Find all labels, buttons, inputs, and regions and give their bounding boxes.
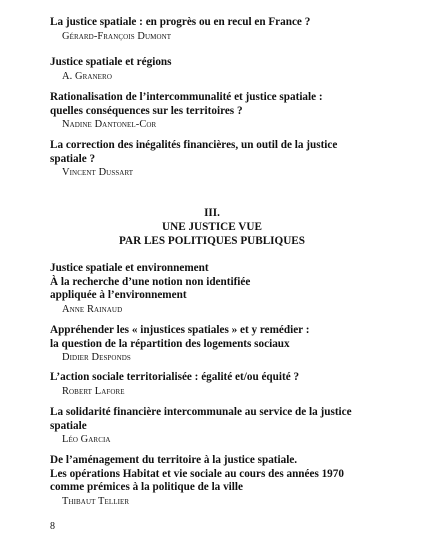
entry-title: Justice spatiale et régions — [50, 56, 172, 68]
entry-title: La justice spatiale : en progrès ou en recul en France ? — [50, 16, 311, 28]
entry-author: Léo Garcia — [62, 434, 111, 446]
entry-title: De l’aménagement du territoire à la justice spatiale. Les opérations Habitat et vie sociale au cours des années 1970 comme prémices à la politique de la ville — [50, 454, 344, 494]
entry-author: A. Granero — [62, 70, 112, 82]
section-title-line-1: UNE JUSTICE VUE — [162, 220, 262, 233]
entry-title: L’action sociale territorialisée : égalité et/ou équité ? — [50, 371, 300, 383]
page-number: 8 — [50, 521, 55, 532]
section-heading — [0, 207, 424, 248]
toc-entry — [50, 324, 380, 364]
entry-title: Rationalisation de l’intercommunalité et justice spatiale : quelles conséquences sur les territoires ? — [50, 91, 323, 117]
entry-author: Didier Desponds — [62, 352, 131, 364]
section-number: III. — [204, 207, 220, 219]
toc-entry — [50, 371, 380, 398]
entry-title: La solidarité financière intercommunale au service de la justice spatiale — [50, 406, 352, 432]
entry-author: Gérard-François Dumont — [62, 30, 172, 42]
toc-entry — [50, 262, 380, 316]
entry-author: Thibaut Tellier — [62, 495, 130, 507]
toc-entry — [50, 139, 380, 179]
entry-author: Robert Lafore — [62, 385, 125, 397]
toc-entry — [50, 454, 380, 508]
section-title-line-2: PAR LES POLITIQUES PUBLIQUES — [119, 234, 305, 247]
toc-entry — [50, 406, 380, 446]
entry-title: Justice spatiale et environnement À la recherche d’une notion non identifiée appliquée à l’environnement — [50, 262, 251, 302]
entry-title: La correction des inégalités financières, un outil de la justice spatiale ? — [50, 139, 338, 165]
entry-author: Nadine Dantonel-Cor — [62, 119, 157, 131]
toc-entry — [50, 91, 380, 131]
toc-entry — [50, 56, 380, 83]
entry-author: Anne Rainaud — [62, 303, 123, 315]
entry-title: Appréhender les « injustices spatiales » et y remédier : la question de la répartition des logements sociaux — [50, 324, 310, 350]
toc-entry — [50, 16, 380, 43]
entry-author: Vincent Dussart — [62, 167, 134, 179]
